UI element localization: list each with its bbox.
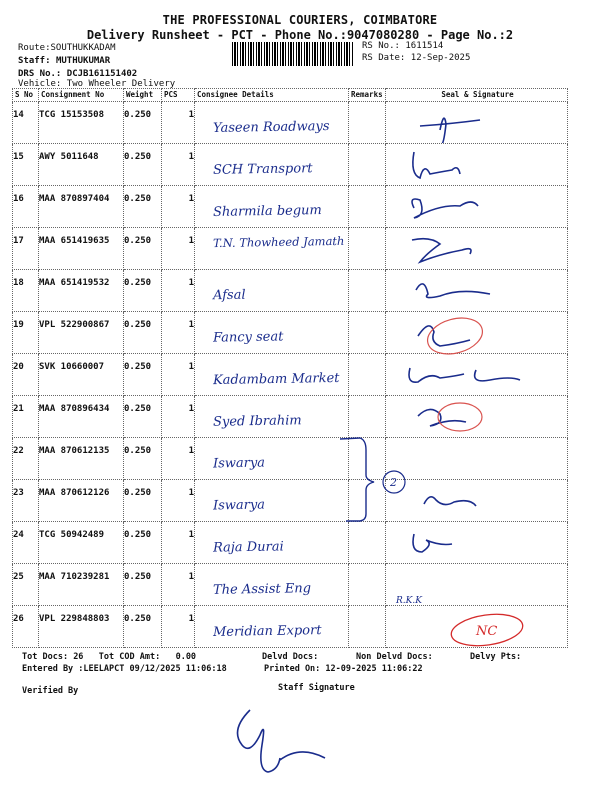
row-sno: 18: [13, 270, 39, 312]
row19-stamp: [424, 312, 487, 359]
route-value: SOUTHUKKADAM: [50, 43, 116, 53]
vehicle-value: Two Wheeler Delivery: [66, 79, 176, 89]
row-sno: 17: [13, 228, 39, 270]
row-weight: 0.250: [124, 354, 162, 396]
verified-by-label: Verified By: [22, 686, 79, 696]
row-consignee-handwritten: Meridian Export: [212, 623, 322, 640]
row-weight: 0.250: [124, 396, 162, 438]
row-pcs: 1: [162, 438, 195, 480]
rs-no-label: RS No.:: [362, 41, 400, 51]
staff-signature-label: Staff Signature: [278, 683, 355, 693]
row-sno: 26: [13, 606, 39, 648]
row-pcs: 1: [162, 102, 195, 144]
col-seal-signature: Seal & Signature: [386, 89, 568, 102]
row-consignee-handwritten: T.N. Thowheed Jamath: [212, 233, 345, 251]
row-consignment-no: VPL 522900867: [39, 312, 124, 354]
row21-stamp: [438, 403, 482, 431]
row-weight: 0.250: [124, 480, 162, 522]
row-pcs: 1: [162, 186, 195, 228]
row-consignment-no: MAA 870897404: [39, 186, 124, 228]
tot-docs-label: Tot Docs:: [22, 652, 69, 662]
drs-label: DRS No.:: [18, 69, 62, 79]
route-label: Route:: [18, 43, 51, 53]
group-bracket: [340, 438, 374, 521]
row-sno: 24: [13, 522, 39, 564]
row-pcs: 1: [162, 480, 195, 522]
row-consignee-handwritten: Raja Durai: [212, 539, 284, 556]
row-weight: 0.250: [124, 438, 162, 480]
row-consignee-handwritten: Iswarya: [212, 455, 266, 472]
row-pcs: 1: [162, 228, 195, 270]
row-sno: 19: [13, 312, 39, 354]
row-consignee-handwritten: Yaseen Roadways: [212, 118, 330, 137]
row-weight: 0.250: [124, 312, 162, 354]
entered-by: Entered By :LEELAPCT 09/12/2025 11:06:18: [22, 664, 227, 674]
rs-date-label: RS Date:: [362, 53, 406, 63]
row-consignment-no: TCG 50942489: [39, 522, 124, 564]
row-sno: 22: [13, 438, 39, 480]
col-pcs: PCS: [162, 89, 195, 102]
row-sno: 23: [13, 480, 39, 522]
row-pcs: 1: [162, 144, 195, 186]
printed-on: Printed On: 12-09-2025 11:06:22: [264, 664, 423, 674]
row-pcs: 1: [162, 312, 195, 354]
tot-cod-value: 0.00: [175, 652, 197, 662]
row-consignment-no: MAA 870612126: [39, 480, 124, 522]
tot-cod-label: Tot COD Amt:: [98, 652, 161, 662]
row-consignment-no: AWY 5011648: [39, 144, 124, 186]
row-weight: 0.250: [124, 564, 162, 606]
row-consignee-handwritten: Sharmila begum: [212, 203, 322, 220]
row-consignment-no: MAA 870896434: [39, 396, 124, 438]
col-consignee: Consignee Details: [195, 89, 349, 102]
drs-value: DCJB161151402: [66, 69, 138, 79]
row-consignment-no: MAA 870612135: [39, 438, 124, 480]
row-weight: 0.250: [124, 186, 162, 228]
delvy-pts-label: Delvy Pts:: [470, 652, 522, 662]
row-pcs: 1: [162, 606, 195, 648]
row-sno: 25: [13, 564, 39, 606]
row-pcs: 1: [162, 522, 195, 564]
tot-docs-value: 26: [73, 652, 84, 662]
col-sno: S No: [13, 89, 39, 102]
row-consignee-handwritten: Afsal: [212, 287, 246, 304]
row-consignee-handwritten: Fancy seat: [212, 329, 284, 346]
row-consignment-no: SVK 10660007: [39, 354, 124, 396]
row-pcs: 1: [162, 564, 195, 606]
row-consignment-no: MAA 651419635: [39, 228, 124, 270]
row-consignee-handwritten: Iswarya: [212, 497, 266, 514]
row-sno: 16: [13, 186, 39, 228]
row-pcs: 1: [162, 270, 195, 312]
row-sno: 20: [13, 354, 39, 396]
row-weight: 0.250: [124, 102, 162, 144]
group-count: 2: [390, 476, 397, 489]
staff-signature: [220, 700, 350, 780]
rs-date-value: 12-Sep-2025: [410, 53, 471, 63]
row-consignee-handwritten: SCH Transport: [212, 161, 313, 178]
row-consignment-no: VPL 229848803: [39, 606, 124, 648]
company-title: THE PROFESSIONAL COURIERS, COIMBATORE: [162, 13, 438, 27]
row-weight: 0.250: [124, 606, 162, 648]
row25-note: R.K.K: [396, 596, 422, 606]
non-delvd-docs-label: Non Delvd Docs:: [356, 652, 433, 662]
row-sno: 15: [13, 144, 39, 186]
row-consignee-handwritten: Syed Ibrahim: [212, 413, 302, 430]
staff-value: MUTHUKUMAR: [55, 56, 111, 66]
totals-line: [22, 652, 196, 662]
row-consignee-handwritten: Kadambam Market: [212, 370, 340, 389]
rs-no-value: 1611514: [405, 41, 444, 51]
delvd-docs-label: Delvd Docs:: [262, 652, 319, 662]
row-weight: 0.250: [124, 144, 162, 186]
col-consignment: Consignment No: [39, 89, 124, 102]
row-weight: 0.250: [124, 228, 162, 270]
col-remarks: Remarks: [349, 89, 386, 102]
row-weight: 0.250: [124, 270, 162, 312]
col-weight: Weight: [124, 89, 162, 102]
vehicle-label: Vehicle:: [18, 79, 62, 89]
row-sno: 14: [13, 102, 39, 144]
row-consignment-no: TCG 15153508: [39, 102, 124, 144]
staff-label: Staff:: [18, 56, 51, 66]
runsheet-subtitle: Delivery Runsheet - PCT - Phone No.:9047080280 - Page No.:2: [86, 28, 514, 42]
row-pcs: 1: [162, 396, 195, 438]
nc-stamp: NC: [476, 624, 498, 639]
row-consignment-no: MAA 710239281: [39, 564, 124, 606]
row-consignee-handwritten: The Assist Eng: [212, 581, 312, 598]
row-pcs: 1: [162, 354, 195, 396]
row-sno: 21: [13, 396, 39, 438]
row-consignment-no: MAA 651419532: [39, 270, 124, 312]
row-weight: 0.250: [124, 522, 162, 564]
